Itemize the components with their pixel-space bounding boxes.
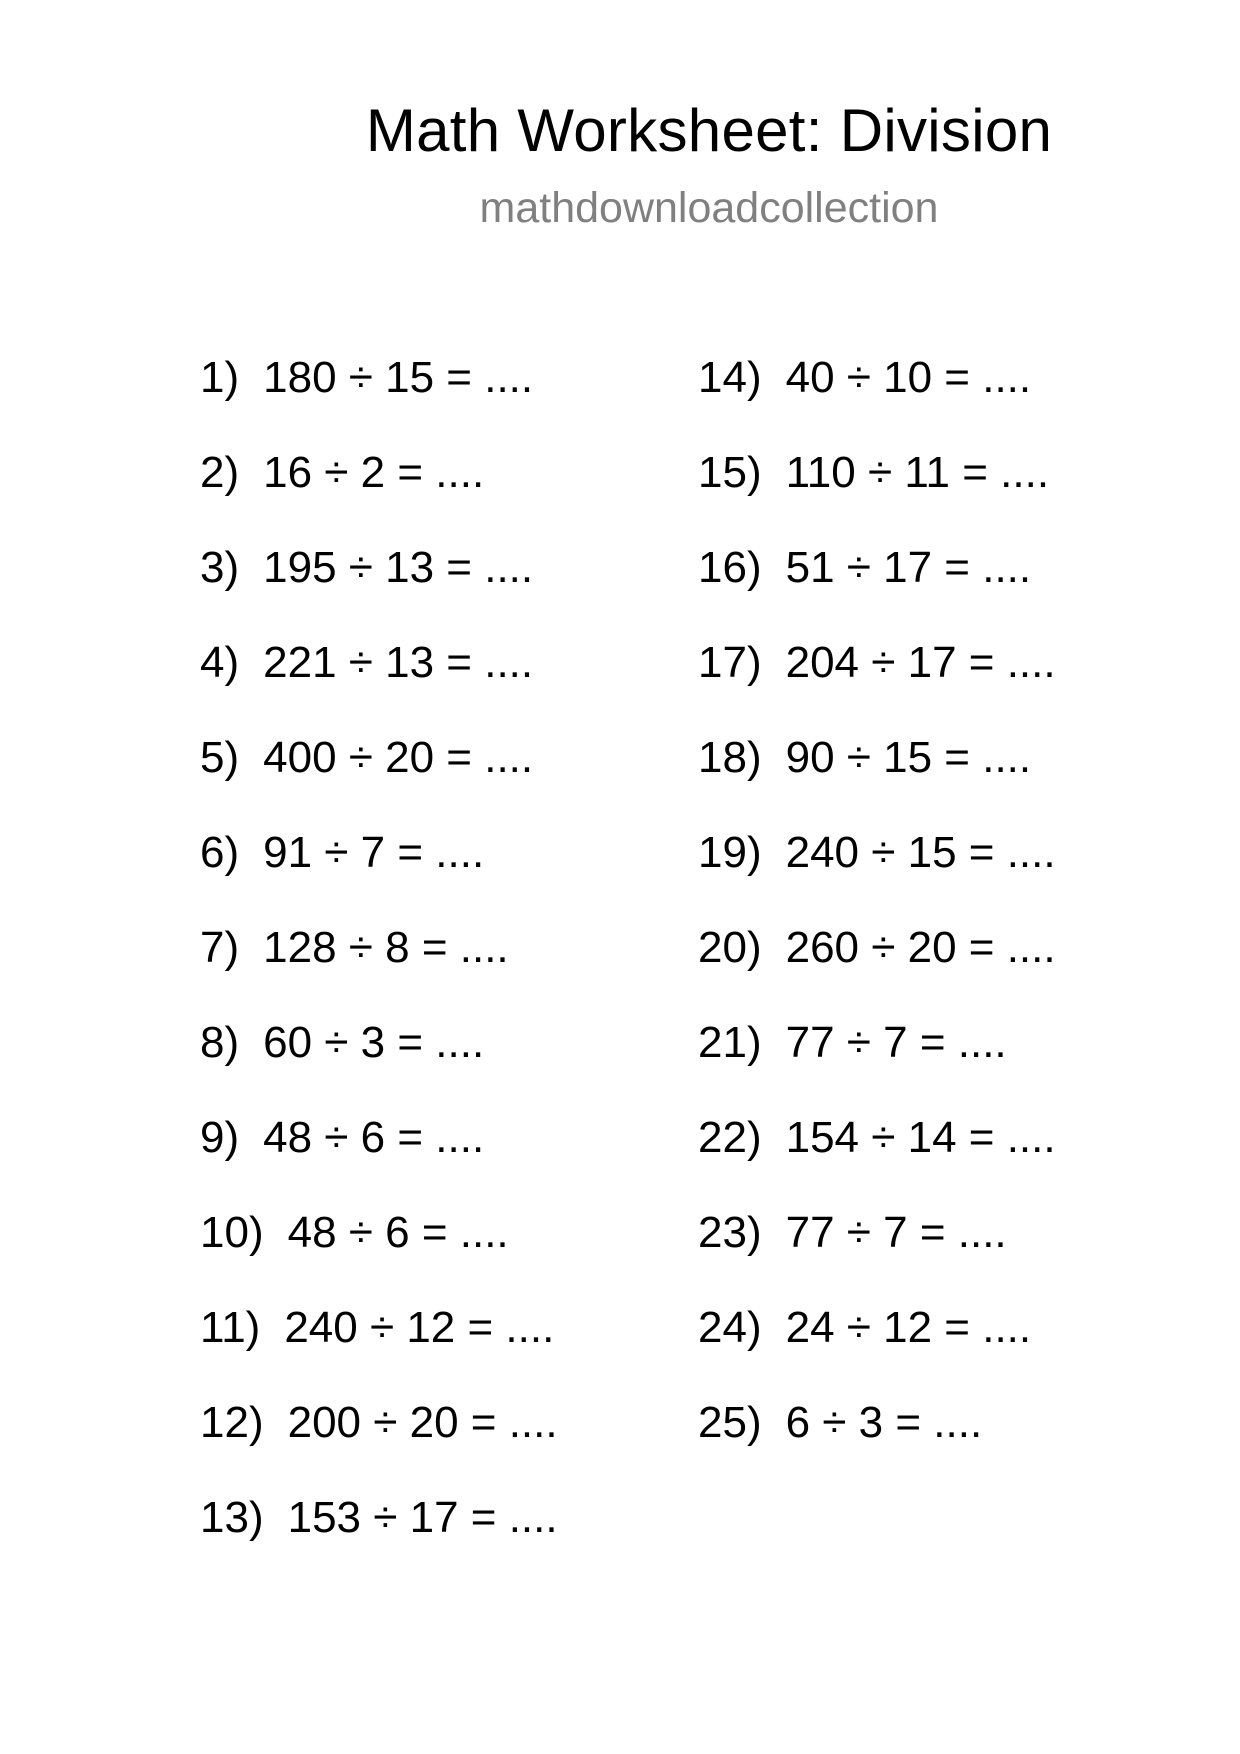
problem-expression: 195 ÷ 13 = ....	[263, 543, 534, 592]
problem-24	[698, 1300, 1056, 1395]
problem-number: 9)	[200, 1113, 240, 1162]
problem-expression: 200 ÷ 20 = ....	[287, 1398, 558, 1447]
problem-number: 8)	[200, 1018, 240, 1067]
problem-4	[200, 635, 558, 730]
problem-number: 1)	[200, 353, 240, 402]
problem-number: 21)	[698, 1018, 762, 1067]
problem-number: 24)	[698, 1303, 762, 1352]
problem-25	[698, 1395, 1056, 1490]
problem-20	[698, 920, 1056, 1015]
problem-18	[698, 730, 1056, 825]
problem-number: 5)	[200, 733, 240, 782]
problem-10	[200, 1205, 558, 1300]
problem-number: 3)	[200, 543, 240, 592]
problem-expression: 91 ÷ 7 = ....	[263, 828, 485, 877]
problem-number: 19)	[698, 828, 762, 877]
problem-expression: 400 ÷ 20 = ....	[263, 733, 534, 782]
problem-12	[200, 1395, 558, 1490]
problem-expression: 60 ÷ 3 = ....	[263, 1018, 485, 1067]
problem-expression: 90 ÷ 15 = ....	[785, 733, 1032, 782]
problem-9	[200, 1110, 558, 1205]
problem-expression: 221 ÷ 13 = ....	[263, 638, 534, 687]
worksheet-subtitle: mathdownloadcollection	[479, 184, 939, 232]
problem-expression: 6 ÷ 3 = ....	[785, 1398, 983, 1447]
problem-expression: 48 ÷ 6 = ....	[287, 1208, 509, 1257]
problem-number: 12)	[200, 1398, 264, 1447]
problem-number: 11)	[200, 1303, 261, 1352]
problem-23	[698, 1205, 1056, 1300]
problem-expression: 204 ÷ 17 = ....	[785, 638, 1056, 687]
problem-number: 13)	[200, 1493, 264, 1542]
problem-number: 10)	[200, 1208, 264, 1257]
problem-list-right	[698, 350, 1056, 1490]
problem-14	[698, 350, 1056, 445]
problem-expression: 154 ÷ 14 = ....	[785, 1113, 1056, 1162]
problem-15	[698, 445, 1056, 540]
problem-number: 16)	[698, 543, 762, 592]
problem-expression: 51 ÷ 17 = ....	[785, 543, 1032, 592]
problem-expression: 16 ÷ 2 = ....	[263, 448, 485, 497]
problem-list-left	[200, 350, 558, 1585]
problem-number: 15)	[698, 448, 762, 497]
problem-expression: 77 ÷ 7 = ....	[785, 1208, 1007, 1257]
problem-number: 22)	[698, 1113, 762, 1162]
problem-expression: 240 ÷ 15 = ....	[785, 828, 1056, 877]
problem-expression: 24 ÷ 12 = ....	[785, 1303, 1032, 1352]
problem-number: 6)	[200, 828, 240, 877]
problem-expression: 128 ÷ 8 = ....	[263, 923, 509, 972]
problem-expression: 153 ÷ 17 = ....	[287, 1493, 558, 1542]
problem-number: 20)	[698, 923, 762, 972]
worksheet-title: Math Worksheet: Division	[365, 97, 1053, 164]
problem-expression: 40 ÷ 10 = ....	[785, 353, 1032, 402]
problem-expression: 110 ÷ 11 = ....	[785, 448, 1050, 497]
problem-2	[200, 445, 558, 540]
problem-13	[200, 1490, 558, 1585]
problem-expression: 48 ÷ 6 = ....	[263, 1113, 485, 1162]
problem-number: 2)	[200, 448, 240, 497]
problem-expression: 77 ÷ 7 = ....	[785, 1018, 1007, 1067]
problem-expression: 260 ÷ 20 = ....	[785, 923, 1056, 972]
problem-6	[200, 825, 558, 920]
problem-number: 7)	[200, 923, 240, 972]
problem-number: 17)	[698, 638, 762, 687]
problem-number: 4)	[200, 638, 240, 687]
problem-21	[698, 1015, 1056, 1110]
problem-7	[200, 920, 558, 1015]
problem-22	[698, 1110, 1056, 1205]
problem-5	[200, 730, 558, 825]
problem-expression: 240 ÷ 12 = ....	[284, 1303, 555, 1352]
problem-expression: 180 ÷ 15 = ....	[263, 353, 534, 402]
problem-19	[698, 825, 1056, 920]
problem-8	[200, 1015, 558, 1110]
problem-3	[200, 540, 558, 635]
problem-16	[698, 540, 1056, 635]
problem-17	[698, 635, 1056, 730]
problem-number: 14)	[698, 353, 762, 402]
problem-number: 18)	[698, 733, 762, 782]
problem-11	[200, 1300, 558, 1395]
problem-number: 23)	[698, 1208, 762, 1257]
problem-number: 25)	[698, 1398, 762, 1447]
problem-1	[200, 350, 558, 445]
